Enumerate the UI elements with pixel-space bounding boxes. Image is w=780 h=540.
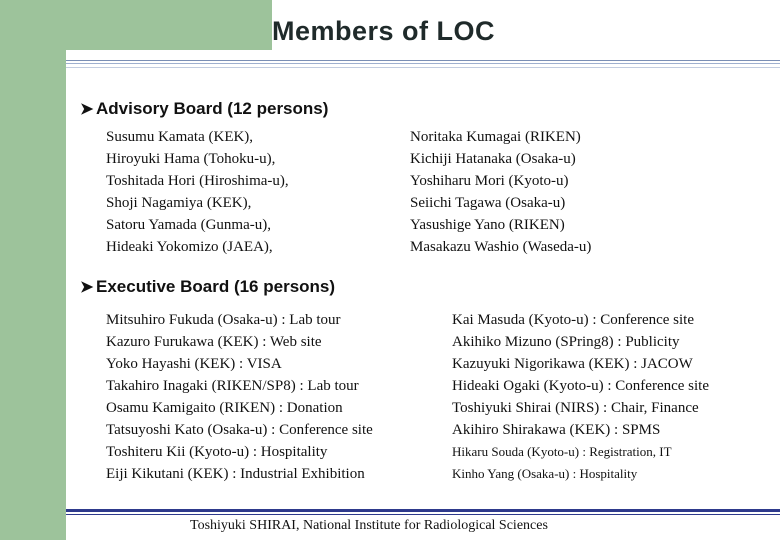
list-item: Noritaka Kumagai (RIKEN): [410, 129, 581, 145]
list-item: Toshiteru Kii (Kyoto-u) : Hospitality: [106, 444, 328, 460]
title-underline-1: [66, 60, 780, 61]
list-item: Kazuro Furukawa (KEK) : Web site: [106, 334, 322, 350]
page-title: Members of LOC: [272, 16, 496, 46]
list-item: Hiroyuki Hama (Tohoku-u),: [106, 151, 276, 167]
advisory-left-list: [106, 126, 289, 258]
top-green-band: [66, 0, 272, 50]
left-green-band: [0, 0, 66, 540]
list-item: Kazuyuki Nigorikawa (KEK) : JACOW: [452, 356, 693, 372]
advisory-heading-text: Advisory Board (12 persons): [96, 99, 329, 118]
title-underline-2: [66, 63, 780, 64]
list-item: Akihiro Shirakawa (KEK) : SPMS: [452, 422, 661, 438]
list-item: Masakazu Washio (Waseda-u): [410, 239, 592, 255]
list-item: Satoru Yamada (Gunma-u),: [106, 217, 271, 233]
arrow-right-icon: ➤: [80, 101, 94, 118]
list-item: Takahiro Inagaki (RIKEN/SP8) : Lab tour: [106, 378, 359, 394]
executive-heading-text: Executive Board (16 persons): [96, 277, 336, 296]
footer-divider-thin: [66, 514, 780, 515]
list-item: Tatsuyoshi Kato (Osaka-u) : Conference site: [106, 422, 373, 438]
list-item: Eiji Kikutani (KEK) : Industrial Exhibition: [106, 466, 365, 482]
list-item: Seiichi Tagawa (Osaka-u): [410, 195, 566, 211]
list-item: Yoshiharu Mori (Kyoto-u): [410, 173, 569, 189]
list-item: Kinho Yang (Osaka-u) : Hospitality: [452, 466, 638, 481]
executive-left-list: [106, 309, 373, 485]
list-item: Kai Masuda (Kyoto-u) : Conference site: [452, 312, 695, 328]
list-item: Hideaki Yokomizo (JAEA),: [106, 239, 273, 255]
list-item: Mitsuhiro Fukuda (Osaka-u) : Lab tour: [106, 312, 341, 328]
list-item: Hikaru Souda (Kyoto-u) : Registration, IT: [452, 444, 672, 459]
list-item: Susumu Kamata (KEK),: [106, 129, 254, 145]
list-item: Akihiko Mizuno (SPring8) : Publicity: [452, 334, 680, 350]
executive-heading: [80, 277, 335, 297]
arrow-right-icon: ➤: [80, 279, 94, 296]
executive-right-list: [452, 309, 709, 485]
list-item: Yasushige Yano (RIKEN): [410, 217, 565, 233]
list-item: Toshitada Hori (Hiroshima-u),: [106, 173, 289, 189]
list-item: Yoko Hayashi (KEK) : VISA: [106, 356, 282, 372]
list-item: Toshiyuki Shirai (NIRS) : Chair, Finance: [452, 400, 699, 416]
advisory-heading: [80, 99, 328, 119]
footer-divider: [66, 509, 780, 512]
list-item: Kichiji Hatanaka (Osaka-u): [410, 151, 576, 167]
advisory-right-list: [410, 126, 591, 258]
list-item: Shoji Nagamiya (KEK),: [106, 195, 252, 211]
title-underline-3: [66, 67, 780, 68]
list-item: Osamu Kamigaito (RIKEN) : Donation: [106, 400, 343, 416]
footer-credit: Toshiyuki SHIRAI, National Institute for Radiological Sciences: [190, 518, 548, 533]
list-item: Hideaki Ogaki (Kyoto-u) : Conference site: [452, 378, 709, 394]
